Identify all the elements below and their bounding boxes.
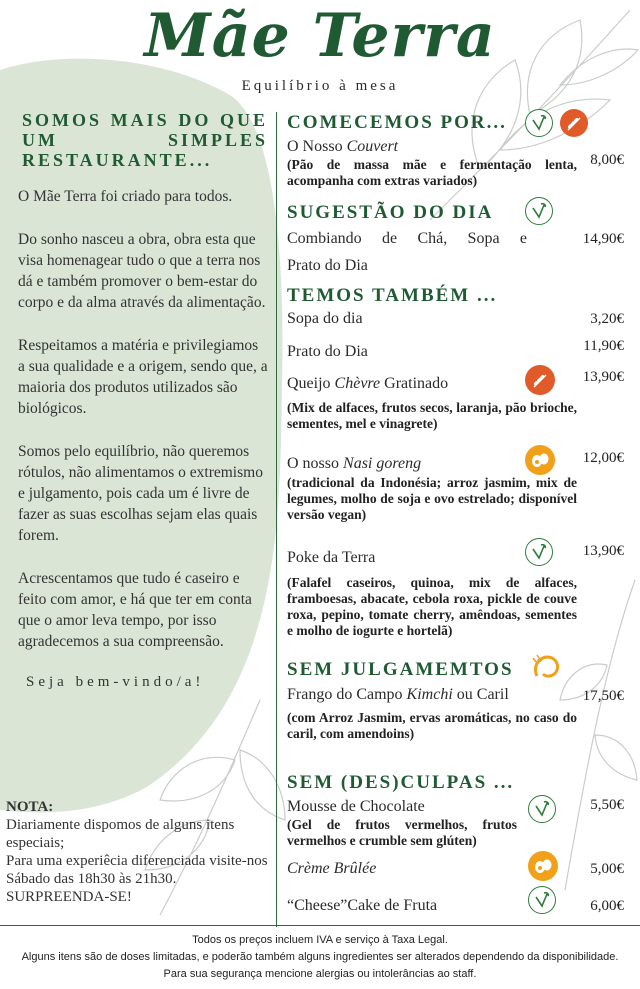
- section-starters-heading: COMECEMOS POR...: [287, 112, 507, 133]
- about-paragraph: Do sonho nasceu a obra, obra esta que visa homenagear tudo o que a terra nos dá e também promover o bem-estar do corpo e da alma através da alimentação.: [18, 231, 266, 311]
- dish-name: Prato do Dia: [287, 343, 368, 360]
- note-line: Diariamente dispomos de alguns itens especiais;: [6, 817, 235, 851]
- nasi-price: 12,00€: [582, 450, 624, 466]
- daily-combo-line2: Prato do Dia: [287, 257, 368, 274]
- vegan-icon: [525, 109, 553, 137]
- couvert-prefix: O Nosso: [287, 138, 347, 155]
- about-heading: SOMOS MAIS DO QUE UM SIMPLES RESTAURANTE...: [22, 110, 268, 170]
- welcome-text: Seja bem-vindo/a!: [26, 674, 205, 690]
- about-paragraph: Somos pelo equilíbrio, não queremos rótulos, não alimentamos o extremismo e julgamento, pois cada um é livre de fazer as suas escolhas sejam elas quais forem.: [18, 443, 263, 544]
- section-daily-heading: SUGESTÃO DO DIA: [287, 202, 494, 223]
- about-section: [18, 110, 268, 697]
- cheesecake-price: 6,00€: [590, 898, 624, 914]
- cheese-suffix: Gratinado: [380, 375, 449, 392]
- section-no-judgement-heading: SEM JULGAMEMTOS: [287, 659, 514, 680]
- couvert-desc: (Pão de massa mãe e fermentação lenta, acompanha com extras variados): [287, 157, 577, 188]
- section-desserts-heading: SEM (DES)CULPAS ...: [287, 772, 515, 793]
- nasi-desc: (tradicional da Indonésia; arroz jasmim, mix de legumes, molho de soja e ovo estrelado; disponível versão vegan): [287, 475, 577, 522]
- cheesecake-name: “Cheese”Cake de Fruta: [287, 897, 438, 914]
- chicken-prefix: Frango do Campo: [287, 686, 407, 703]
- footer: [0, 932, 640, 983]
- couvert-price: 8,00€: [590, 152, 624, 168]
- note-box: [6, 798, 276, 906]
- chicken-price: 17,50€: [582, 688, 624, 704]
- soup-name: Sopa do dia: [287, 310, 363, 327]
- note-line: Para uma experiêcia diferenciada visite-nos Sábado das 18h30 às 21h30.: [6, 853, 268, 887]
- vegan-icon: [528, 795, 556, 823]
- crustacean-icon: [530, 653, 562, 683]
- restaurant-title: Mãe Terra: [144, 1, 496, 71]
- poke-desc: (Falafel caseiros, quinoa, mix de alfaces, framboesas, abacate, cebola roxa, pickle de couve roxa, pepino, tomate cherry, amêndoas, sementes e molho de iogurte e hortelã): [287, 575, 577, 638]
- cheese-prefix: Queijo: [287, 375, 335, 392]
- vegan-icon: [525, 538, 553, 566]
- footer-line: Para sua segurança mencione alergias ou intolerâncias ao staff.: [163, 968, 477, 980]
- egg-icon: [528, 851, 558, 881]
- nasi-italic: Nasi goreng: [343, 455, 422, 472]
- vegan-icon: [525, 197, 553, 225]
- couvert-italic: Couvert: [346, 138, 399, 155]
- cheese-price: 13,90€: [582, 369, 624, 385]
- creme-name: Crème Brûlée: [287, 860, 377, 877]
- chicken-desc: (com Arroz Jasmim, ervas aromáticas, no caso do caril, com amendoins): [287, 710, 577, 741]
- mousse-price: 5,50€: [590, 797, 624, 813]
- nasi-prefix: O nosso: [287, 455, 344, 472]
- section-also-heading: TEMOS TAMBÉM ...: [287, 285, 498, 306]
- daily-combo-line1: Combiando de Chá, Sopa e: [287, 230, 527, 247]
- mousse-desc: (Gel de frutos vermelhos, frutos vermelhos e crumble sem glúten): [287, 817, 517, 848]
- footer-divider: [0, 925, 640, 926]
- note-title: NOTA:: [6, 799, 54, 815]
- dish-price: 11,90€: [583, 338, 624, 354]
- chicken-italic: Kimchi: [406, 686, 453, 703]
- creme-price: 5,00€: [590, 861, 624, 877]
- daily-combo-price: 14,90€: [582, 231, 624, 247]
- about-paragraph: Acrescentamos que tudo é caseiro e feito com amor, e há que ter em conta que o amor leva tempo, por isso agradecemos a sua compreensão.: [18, 570, 252, 650]
- cheese-desc: (Mix de alfaces, frutos secos, laranja, pão brioche, sementes, mel e vinagrete): [287, 400, 577, 431]
- gluten-icon: [560, 109, 588, 137]
- soup-price: 3,20€: [590, 311, 624, 327]
- vegan-icon: [528, 886, 556, 914]
- note-line: SURPREENDA-SE!: [6, 889, 132, 905]
- poke-name: Poke da Terra: [287, 549, 376, 566]
- footer-line: Todos os preços incluem IVA e serviço à Taxa Legal.: [192, 934, 448, 946]
- poke-price: 13,90€: [582, 543, 624, 559]
- restaurant-subtitle: Equilíbrio à mesa: [241, 78, 399, 94]
- about-paragraph: O Mãe Terra foi criado para todos.: [18, 188, 233, 205]
- egg-icon: [525, 445, 555, 475]
- mousse-name: Mousse de Chocolate: [287, 798, 425, 815]
- about-paragraph: Respeitamos a matéria e privilegiamos a sua qualidade e a origem, sendo que, a maioria dos produtos utilizados são biológicos.: [18, 337, 268, 417]
- cheese-italic: Chèvre: [334, 375, 381, 392]
- chicken-suffix: ou Caril: [452, 686, 509, 703]
- column-divider: [276, 112, 277, 927]
- gluten-icon: [525, 365, 555, 395]
- footer-line: Alguns itens são de doses limitadas, e poderão também alguns ingredientes ser alterados dependendo da disponibilidade.: [21, 951, 619, 963]
